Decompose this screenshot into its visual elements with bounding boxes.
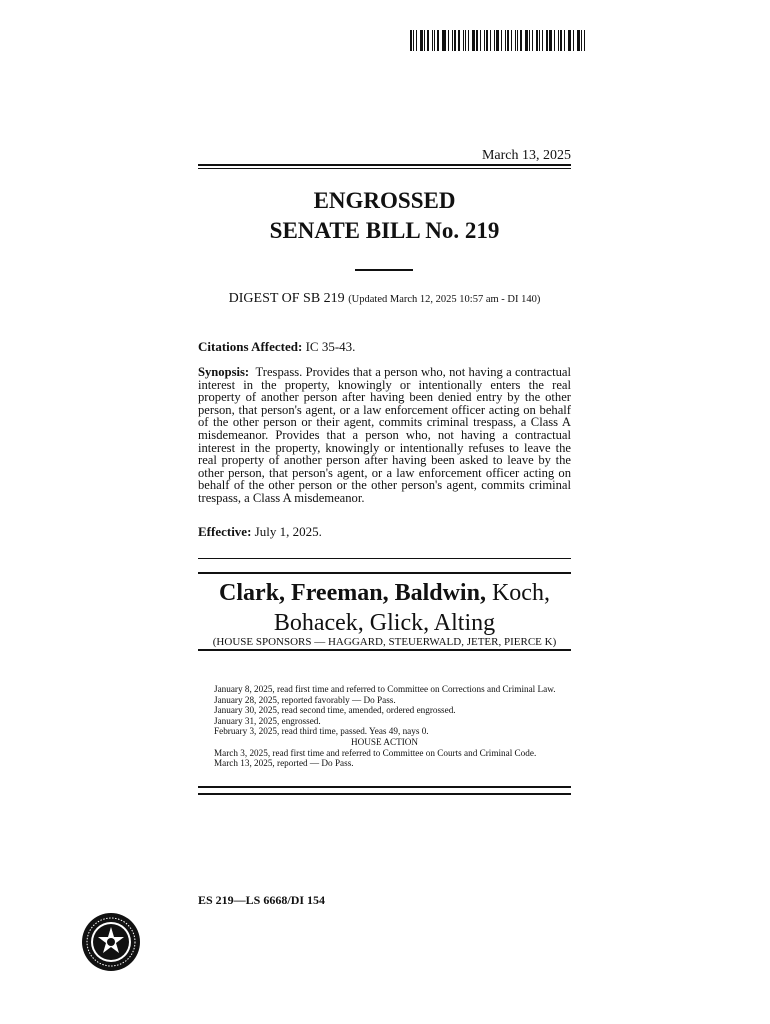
barcode-bar <box>434 30 435 51</box>
action-item: January 28, 2025, reported favorably — Do Pass. <box>214 694 396 705</box>
barcode-bar <box>536 30 538 51</box>
barcode-bar <box>486 30 488 51</box>
house-sponsors: (HOUSE SPONSORS — HAGGARD, STEUERWALD, JETER, PIERCE K) <box>212 636 557 648</box>
barcode-bar <box>424 30 425 51</box>
citations-value: IC 35-43. <box>305 339 356 354</box>
barcode-bar <box>443 30 446 51</box>
rule-top-2 <box>198 168 571 169</box>
barcode-bar <box>568 30 569 51</box>
barcode-bar <box>569 30 571 51</box>
synopsis-label: Synopsis: <box>198 365 250 379</box>
house-action-heading: HOUSE ACTION <box>350 736 419 747</box>
barcode-bar <box>558 30 559 51</box>
authors-secondary: Koch, <box>491 580 550 606</box>
synopsis-text: Trespass. Provides that a person who, not having a contractual interest in the property, knowingly or intentionally enters the real property of another person after having been denied entry by the other person, that person's agent, or a law enforcement officer acting on behalf of the other person or their agent, commits criminal trespass, a Class A misdemeanor. Provides that a person who, not having a contractual interest in the property, knowingly or intentionally refuses to leave the real property of another person after having been asked to leave by the other person, that person's agent, or a law enforcement officer acting on behalf of the other person or the other person's agent, commits criminal trespass, a Class A misdemeanor. <box>198 365 571 505</box>
action-item: January 8, 2025, read first time and referred to Committee on Corrections and Criminal Law. <box>214 684 556 694</box>
authors-line2: Bohacek, Glick, Alting <box>273 610 496 636</box>
effective-value: July 1, 2025. <box>254 524 322 539</box>
barcode-bar <box>501 30 502 51</box>
barcode <box>410 30 588 51</box>
barcode-bar <box>577 30 580 51</box>
barcode-bar <box>442 30 443 51</box>
state-seal-icon <box>81 912 141 972</box>
effective-date <box>198 524 571 540</box>
effective-label: Effective: <box>198 524 252 539</box>
barcode-bar <box>542 30 543 51</box>
barcode-bar <box>420 30 423 51</box>
barcode-bar <box>490 30 491 51</box>
digest-main: DIGEST OF SB 219 <box>228 291 345 306</box>
rule-mid-1 <box>198 558 571 559</box>
rule-mid-2 <box>198 572 571 574</box>
digest-heading <box>198 291 571 307</box>
barcode-bar <box>476 30 478 51</box>
action-item: January 31, 2025, engrossed. <box>214 715 321 726</box>
citations-label: Citations Affected: <box>198 339 303 354</box>
barcode-bar <box>480 30 481 51</box>
authors-line1 <box>198 578 571 608</box>
barcode-bar <box>546 30 548 51</box>
barcode-bar <box>413 30 414 51</box>
barcode-bar <box>529 30 530 51</box>
action-item: March 3, 2025, read first time and referred to Committee on Courts and Criminal Code. <box>214 747 537 758</box>
barcode-bar <box>554 30 555 51</box>
bill-title-line1: ENGROSSED <box>313 188 456 213</box>
barcode-bar <box>454 30 456 51</box>
authors-primary: Clark, Freeman, Baldwin, <box>219 580 486 606</box>
barcode-bar <box>511 30 512 51</box>
barcode-bar <box>484 30 485 51</box>
bill-title <box>198 186 571 246</box>
barcode-bar <box>507 30 509 51</box>
barcode-bar <box>468 30 469 51</box>
rule-sponsors <box>198 649 571 651</box>
barcode-bar <box>432 30 433 51</box>
barcode-bar <box>532 30 533 51</box>
barcode-bar <box>465 30 466 51</box>
document-date: March 13, 2025 <box>481 148 571 163</box>
action-item: February 3, 2025, read third time, passed. Yeas 49, nays 0. <box>214 726 429 737</box>
barcode-bar <box>549 30 552 51</box>
title-separator <box>355 269 413 271</box>
legislative-actions <box>198 684 571 769</box>
barcode-bar <box>416 30 417 51</box>
rule-top-1 <box>198 164 571 166</box>
barcode-bar <box>496 30 499 51</box>
barcode-bar <box>520 30 522 51</box>
barcode-bar <box>437 30 439 51</box>
bill-title-line2: SENATE BILL No. 219 <box>269 218 500 243</box>
bill-authors <box>198 578 571 638</box>
barcode-bar <box>505 30 507 51</box>
barcode-bar <box>560 30 562 51</box>
barcode-bar <box>452 30 453 51</box>
barcode-bar <box>463 30 464 51</box>
action-item: January 30, 2025, read second time, amended, ordered engrossed. <box>214 705 456 716</box>
rule-bottom-1 <box>198 786 571 788</box>
barcode-bar <box>515 30 516 51</box>
barcode-bar <box>539 30 540 51</box>
barcode-bar <box>458 30 460 51</box>
barcode-bar <box>564 30 565 51</box>
barcode-bar <box>494 30 495 51</box>
barcode-bar <box>427 30 429 51</box>
barcode-bar <box>448 30 449 51</box>
digest-updated: (Updated March 12, 2025 10:57 am - DI 140) <box>348 294 541 305</box>
barcode-bar <box>410 30 412 51</box>
barcode-bar <box>517 30 518 51</box>
barcode-bar <box>581 30 582 51</box>
barcode-bar <box>584 30 585 51</box>
barcode-bar <box>573 30 574 51</box>
citations-affected <box>198 339 571 355</box>
action-item: March 13, 2025, reported — Do Pass. <box>214 758 354 769</box>
synopsis <box>198 366 571 505</box>
rule-bottom-2 <box>198 793 571 795</box>
barcode-bar <box>472 30 475 51</box>
barcode-bar <box>525 30 528 51</box>
document-code: ES 219—LS 6668/DI 154 <box>198 893 326 907</box>
